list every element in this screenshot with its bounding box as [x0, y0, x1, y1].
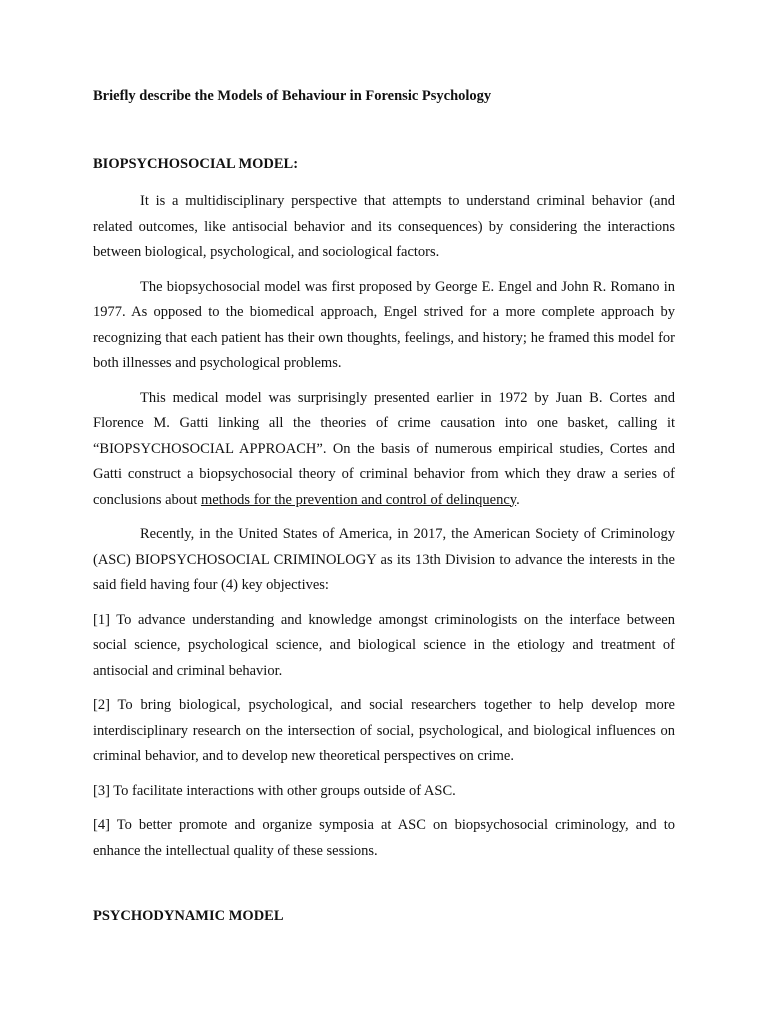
objective-3: [3] To facilitate interactions with other groups outside of ASC. — [93, 782, 456, 799]
paragraph-2: The biopsychosocial model was first proposed by George E. Engel and John R. Romano in 1977. As opposed to the biomedical approach, Engel strived for a more complete approach by recognizing that each patient has their own thoughts, feelings, and history; he framed this model for both illnesses and psychological problems. — [93, 278, 675, 371]
paragraph-1: It is a multidisciplinary perspective that attempts to understand criminal behavior (and related outcomes, like antisocial behavior and its consequences) by considering the interactions between biological, psychological, and sociological factors. — [93, 193, 675, 260]
paragraph-3 — [93, 386, 675, 514]
section-heading-biopsychosocial: BIOPSYCHOSOCIAL MODEL: — [93, 156, 299, 172]
paragraph-4: Recently, in the United States of America, in 2017, the American Society of Criminology (ASC) BIOPSYCHOSOCIAL CRIMINOLOGY as its 13th Division to advance the interests in the said field having four (4) key objectives: — [93, 526, 675, 593]
document-title: Briefly describe the Models of Behaviour in Forensic Psychology — [93, 88, 492, 104]
objective-2: [2] To bring biological, psychological, and social researchers together to help develop more interdisciplinary research on the intersection of social, psychological, and biological influences on criminal behavior, and to develop new theoretical perspectives on crime. — [93, 697, 675, 764]
objective-1: [1] To advance understanding and knowledge amongst criminologists on the interface between social science, psychological science, and biological science in the etiology and treatment of antisocial and criminal behavior. — [93, 611, 675, 679]
objective-4: [4] To better promote and organize symposia at ASC on biopsychosocial criminology, and to enhance the intellectual quality of these sessions. — [93, 817, 675, 859]
paragraph-3-text: This medical model was surprisingly presented earlier in 1972 by Juan B. Cortes and Florence M. Gatti linking all the theories of crime causation into one basket, calling it “BIOPSYCHOSOCIAL APPROACH”. On the basis of numerous empirical studies, Cortes and Gatti construct a biopsychosocial theory of criminal behavior from which they draw a series of conclusions about — [93, 389, 675, 508]
section-body-biopsychosocial — [93, 189, 675, 873]
section-heading-psychodynamic: PSYCHODYNAMIC MODEL — [93, 908, 284, 924]
prevention-link[interactable]: methods for the prevention and control of delinquency — [200, 491, 517, 508]
paragraph-3-end: . — [516, 491, 520, 508]
